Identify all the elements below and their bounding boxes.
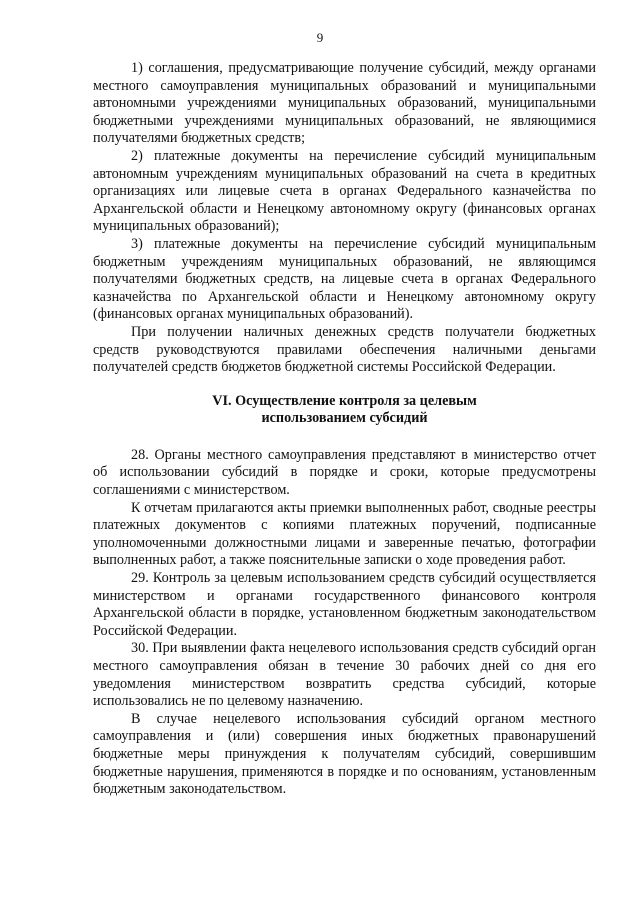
paragraph-misuse-measures: В случае нецелевого использования субсидий органом местного самоуправления и (или) совершения иных бюджетных правонарушений бюджетные меры принуждения к получателям субсидий, совершившим бюджетные нарушения, применяются в порядке и по основаниям, установленным бюджетным законодательством. xyxy=(93,710,596,798)
paragraph-cash-funds: При получении наличных денежных средств получатели бюджетных средств руководствуются правилами обеспечения наличными деньгами получателей средств бюджетов бюджетной системы Российской Федерации. xyxy=(93,323,596,376)
document-body xyxy=(93,60,596,799)
paragraph-30: 30. При выявлении факта нецелевого использования средств субсидий орган местного самоуправления обязан в течение 30 рабочих дней со дня его уведомления министерством возвратить средства субсидий, которые использовались не по целевому назначению. xyxy=(93,640,596,710)
section-heading-line-1: VI. Осуществление контроля за целевым xyxy=(212,392,477,409)
paragraph-29: 29. Контроль за целевым использованием средств субсидий осуществляется министерством и органами государственного финансового контроля Архангельской области в порядке, установленном бюджетным законодательством Российской Федерации. xyxy=(93,570,596,639)
section-heading xyxy=(93,393,596,428)
paragraph-28: 28. Органы местного самоуправления представляют в министерство отчет об использовании субсидий в порядке и сроки, которые предусмотрены соглашениями с министерством. xyxy=(93,446,596,499)
paragraph-report-attachments: К отчетам прилагаются акты приемки выполненных работ, сводные реестры платежных документов с копиями платежных поручений, подписанные уполномоченными должностными лицами и заверенные печатью, фотографии выполненных работ, а также пояснительные записки о ходе проведения работ. xyxy=(93,499,596,569)
paragraph-item-3: 3) платежные документы на перечисление субсидий муниципальным бюджетным учреждениям муниципальных образований, не являющимся получателями бюджетных средств, на лицевые счета в органах Федерального казначейства по Архангельской области и Ненецкому автономному округу (финансовых органах муниципальных образований). xyxy=(93,235,596,323)
paragraph-item-2: 2) платежные документы на перечисление субсидий муниципальным автономным учреждениям муниципальных образований на счета в кредитных организациях или лицевые счета в органах Федерального казначейства по Архангельской области и Ненецкому автономному округу (финансовых органах муниципальных образований); xyxy=(93,147,596,235)
section-heading-line-2: использованием субсидий xyxy=(261,410,428,427)
page-number: 9 xyxy=(316,30,324,45)
paragraph-item-1: 1) соглашения, предусматривающие получение субсидий, между органами местного самоуправления муниципальных образований и муниципальными автономными учреждениями муниципальных образований, муниципальными бюджетными учреждениями муниципальных образований, не являющимися получателями бюджетных средств; xyxy=(93,60,596,147)
